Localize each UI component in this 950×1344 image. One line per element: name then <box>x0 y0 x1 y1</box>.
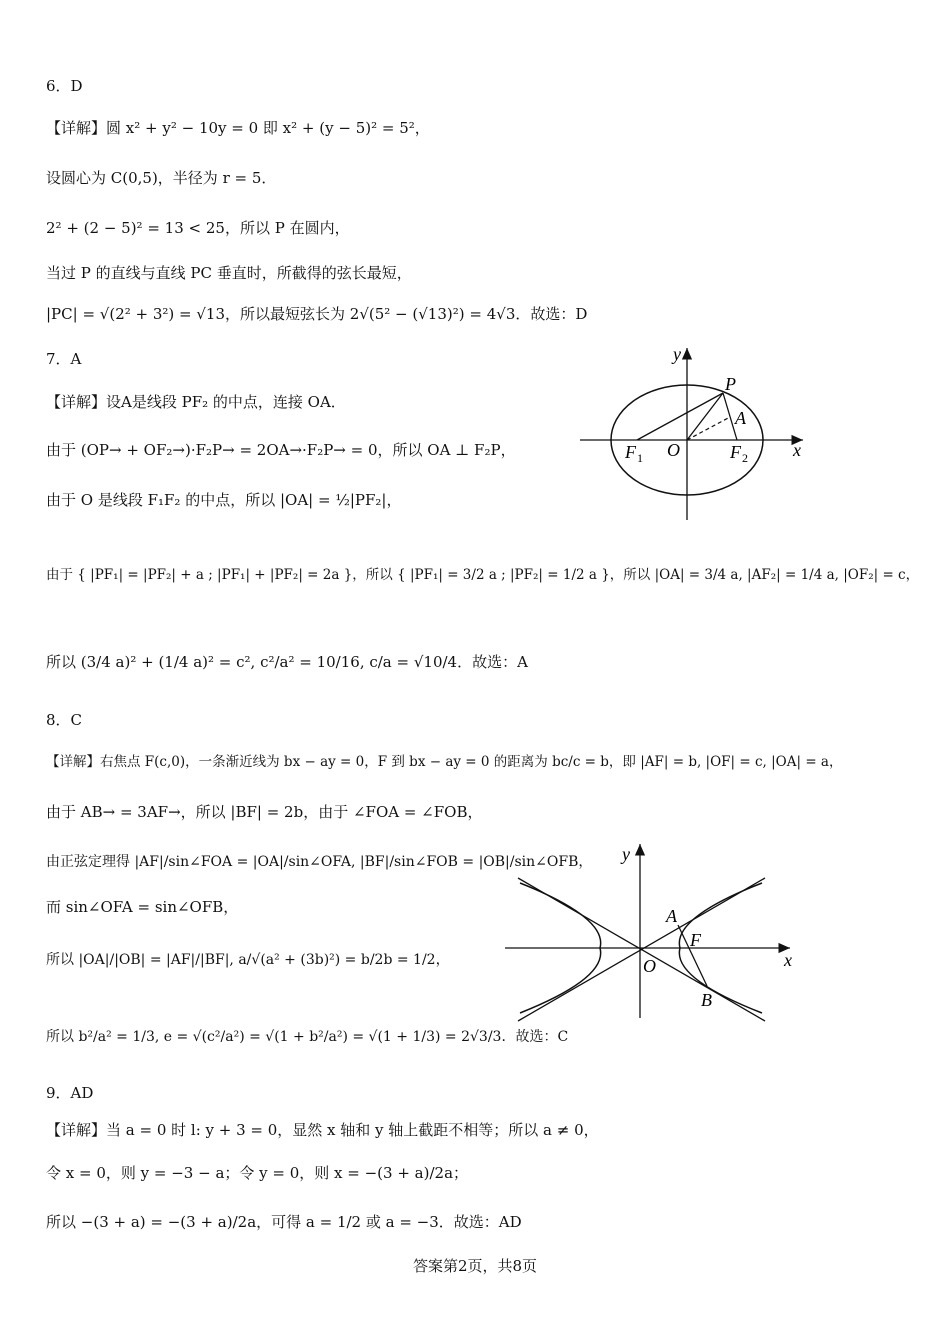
label-o: O <box>643 956 656 976</box>
q9-line-1: 【详解】当 a = 0 时 l: y + 3 = 0，显然 x 轴和 y 轴上截距不相等；所以 a ≠ 0， <box>46 1121 599 1139</box>
label-b: B <box>701 990 712 1010</box>
q6-line-5: |PC| = √(2² + 3²) = √13，所以最短弦长为 2√(5² − (√13)²) = 4√3．故选：D <box>46 305 588 323</box>
label-f1-sub: 1 <box>637 451 643 465</box>
label-f2: F <box>730 442 741 462</box>
q8-line-4: 而 sin∠OFA = sin∠OFB， <box>46 898 239 916</box>
q9-line-3: 所以 −(3 + a) = −(3 + a)/2a，可得 a = 1/2 或 a = −3．故选：AD <box>46 1213 522 1231</box>
hyperbola-figure <box>500 838 805 1030</box>
q7-line-4: 由于 { |PF₁| = |PF₂| + a ; |PF₁| + |PF₂| = 2a }，所以 { |PF₁| = 3/2 a ; |PF₂| = 1/2 a }，所以 |OA| = 3/4 a, |AF₂| = 1/4 a, |OF₂| = c， <box>46 567 920 583</box>
page-footer: 答案第2页，共8页 <box>412 1257 538 1275</box>
q6-heading: 6．D <box>46 77 83 95</box>
q8-line-2: 由于 AB→ = 3AF→，所以 |BF| = 2b，由于 ∠FOA = ∠FOB， <box>46 803 483 821</box>
label-y: y <box>673 344 681 364</box>
q8-line-3: 由正弦定理得 |AF|/sin∠FOA = |OA|/sin∠OFA, |BF|/sin∠FOB = |OB|/sin∠OFB， <box>46 854 593 870</box>
q8-line-6: 所以 b²/a² = 1/3, e = √(c²/a²) = √(1 + b²/a²) = √(1 + 1/3) = 2√3/3．故选：C <box>46 1029 569 1045</box>
q8-line-1: 【详解】右焦点 F(c,0)，一条渐近线为 bx − ay = 0，F 到 bx − ay = 0 的距离为 bc/c = b，即 |AF| = b, |OF| = c, |OA| = a， <box>46 754 843 770</box>
label-p: P <box>725 374 736 394</box>
q7-heading: 7．A <box>46 350 82 368</box>
q9-line-2: 令 x = 0，则 y = −3 − a；令 y = 0，则 x = −(3 + a)/2a； <box>46 1164 469 1182</box>
label-y: y <box>622 844 630 864</box>
q8-line-5: 所以 |OA|/|OB| = |AF|/|BF|, a/√(a² + (3b)²) = b/2b = 1/2， <box>46 952 450 968</box>
q7-line-5: 所以 (3/4 a)² + (1/4 a)² = c², c²/a² = 10/16, c/a = √10/4．故选：A <box>46 653 528 671</box>
label-a: A <box>666 906 677 926</box>
label-x: x <box>784 950 792 970</box>
label-f2-sub: 2 <box>742 451 748 465</box>
segment-op <box>687 393 723 440</box>
ellipse-figure <box>575 340 815 525</box>
q6-line-2: 设圆心为 C(0,5)，半径为 r = 5． <box>46 169 277 187</box>
q8-heading: 8．C <box>46 711 83 729</box>
q6-line-3: 2² + (2 − 5)² = 13 < 25，所以 P 在圆内， <box>46 219 350 237</box>
segment-f1p <box>637 393 723 440</box>
q7-line-3: 由于 O 是线段 F₁F₂ 的中点，所以 |OA| = ½|PF₂|， <box>46 491 402 509</box>
label-a: A <box>735 408 746 428</box>
segment-oa-dashed <box>687 417 730 440</box>
label-o: O <box>667 440 680 460</box>
q6-line-1: 【详解】圆 x² + y² − 10y = 0 即 x² + (y − 5)² = 5²， <box>46 119 430 137</box>
label-f1: F <box>625 442 636 462</box>
label-x: x <box>793 440 801 460</box>
label-f: F <box>690 930 701 950</box>
q9-heading: 9．AD <box>46 1084 94 1102</box>
q7-line-1: 【详解】设A是线段 PF₂ 的中点，连接 OA． <box>46 393 346 411</box>
q7-line-2: 由于 (OP→ + OF₂→)·F₂P→ = 2OA→·F₂P→ = 0，所以 OA ⊥ F₂P， <box>46 441 516 459</box>
q6-line-4: 当过 P 的直线与直线 PC 垂直时，所截得的弦长最短， <box>46 264 412 282</box>
